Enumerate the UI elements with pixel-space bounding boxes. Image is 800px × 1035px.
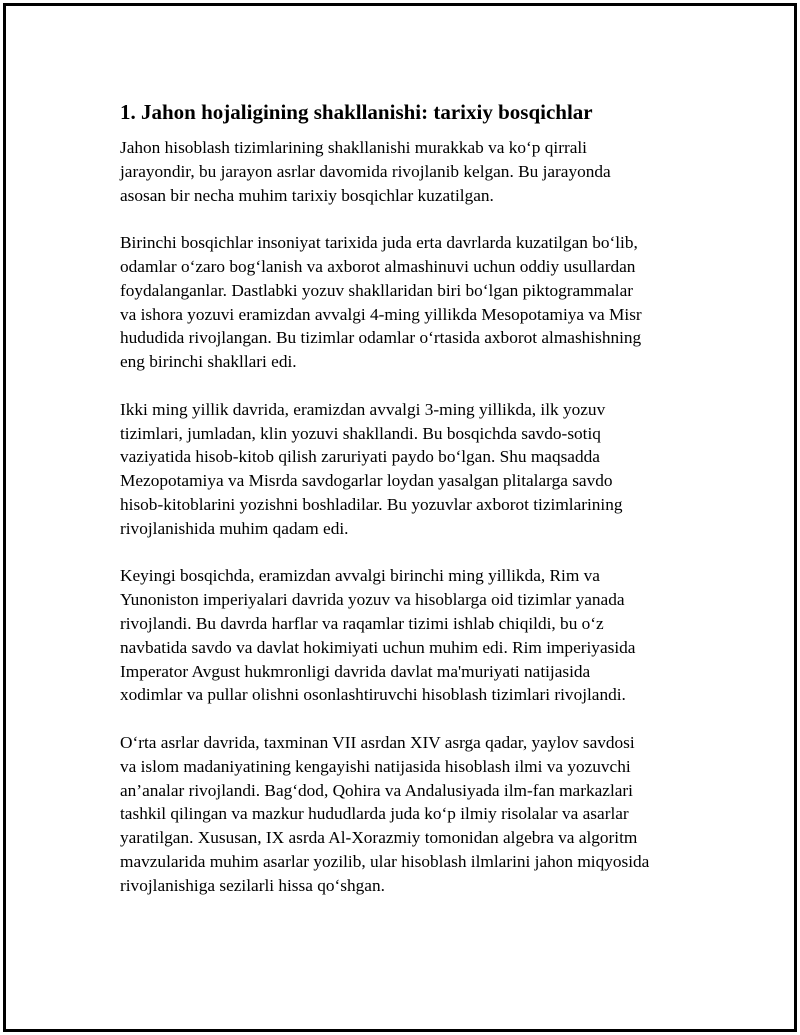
section-heading: 1. Jahon hojaligining shakllanishi: tarixiy bosqichlar xyxy=(120,100,593,124)
paragraph-1: Jahon hisoblash tizimlarining shakllanishi murakkab va ko‘p qirrali jarayondir, bu jarayon asrlar davomida rivojlanib kelgan. Bu jarayonda asosan bir necha muhim tarixiy bosqichlar kuzatilgan. xyxy=(120,138,611,205)
paragraph-2: Birinchi bosqichlar insoniyat tarixida juda erta davrlarda kuzatilgan bo‘lib, odamlar o‘zaro bog‘lanish va axborot almashinuvi uchun oddiy usullardan foydalanganlar. Dastlabki yozuv shakllaridan biri bo‘lgan piktogrammalar va ishora yozuvi eramizdan avvalgi 4-ming yillikda Mesopotamiya va Misr hududida rivojlangan. Bu tizimlar odamlar o‘rtasida axborot almashishning eng birinchi shakllari edi. xyxy=(120,233,642,372)
paragraph-5: O‘rta asrlar davrida, taxminan VII asrdan XIV asrga qadar, yaylov savdosi va islom madaniyatining kengayishi natijasida hisoblash ilmi va yozuvchi an’analar rivojlandi. Bag‘dod, Qohira va Andalusiyada ilm-fan markazlari tashkil qilingan va mazkur hududlarda juda ko‘p ilmiy risolalar va asarlar yaratilgan. Xususan, IX asrda Al-Xorazmiy tomonidan algebra va algoritm mavzularida muhim asarlar yozilib, ular hisoblash ilmlarini jahon miqyosida rivojlanishiga sezilarli hissa qo‘shgan. xyxy=(120,732,650,895)
paragraph-4: Keyingi bosqichda, eramizdan avvalgi birinchi ming yillikda, Rim va Yunoniston imperiyalari davrida yozuv va hisoblarga oid tizimlar yanada rivojlandi. Bu davrda harflar va raqamlar tizimi ishlab chiqildi, bu o‘z navbatida savdo va davlat hokimiyati uchun muhim edi. Rim imperiyasida Imperator Avgust hukmronligi davrida davlat ma'muriyati natijasida xodimlar va pullar olishni osonlashtiruvchi hisoblash tizimlari rivojlandi. xyxy=(120,566,636,705)
paragraph-3: Ikki ming yillik davrida, eramizdan avvalgi 3-ming yillikda, ilk yozuv tizimlari, jumladan, klin yozuvi shakllandi. Bu bosqichda savdo-sotiq vaziyatida hisob-kitob qilish zaruriyati paydo bo‘lgan. Shu maqsadda Mezopotamiya va Misrda savdogarlar loydan yasalgan plitalarga savdo hisob-kitoblarini yozishni boshladilar. Bu yozuvlar axborot tizimlarining rivojlanishida muhim qadam edi. xyxy=(120,399,623,538)
document-body xyxy=(120,98,700,921)
document-page xyxy=(3,3,797,1032)
